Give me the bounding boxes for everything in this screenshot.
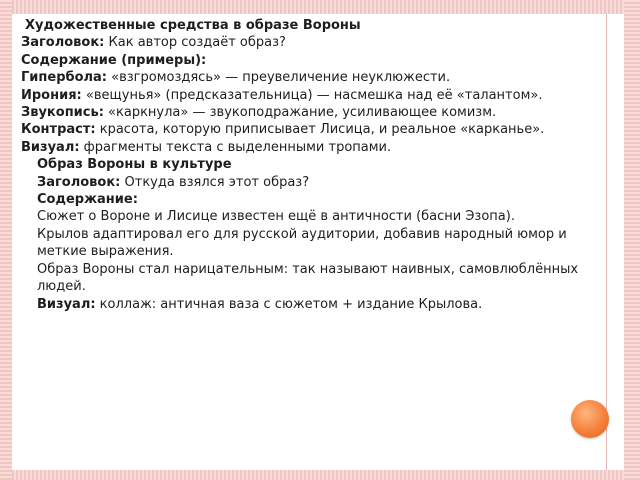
line-text: красота, которую приписывает Лисица, и реальное «карканье».	[95, 122, 545, 138]
line-label: Гипербола:	[21, 70, 107, 86]
line-label: Ирония:	[21, 87, 82, 103]
line-text: «вещунья» (предсказательница) — насмешка над её «талантом».	[81, 87, 543, 103]
line-text: «каркнула» — звукоподражание, усиливающее комизм.	[103, 105, 497, 121]
slide-frame-top	[12, 0, 640, 14]
text-line	[21, 87, 581, 104]
text-line	[21, 121, 581, 138]
text-line	[37, 226, 581, 261]
line-label: Заголовок:	[21, 35, 105, 51]
sub-section-title: Образ Вороны в культуре	[37, 157, 232, 173]
sub-section	[21, 156, 581, 313]
slide-frame-bottom	[12, 470, 624, 480]
line-label: Визуал:	[21, 139, 80, 155]
text-line	[21, 139, 581, 156]
text-line	[21, 52, 581, 69]
line-text: Крылов адаптировал его для русской аудитории, добавив народный юмор и меткие выражения.	[37, 226, 567, 260]
line-text: «взгромоздясь» — преувеличение неуклюжести.	[107, 70, 451, 86]
line-label: Содержание:	[37, 192, 138, 208]
text-line	[21, 34, 581, 51]
slide-title: Художественные средства в образе Вороны	[25, 18, 361, 33]
text-line	[21, 69, 581, 86]
line-text: Образ Вороны стал нарицательным: так называют наивных, самовлюблённых людей.	[37, 261, 579, 295]
text-line	[37, 208, 581, 225]
line-label: Визуал:	[37, 296, 96, 312]
line-label: Содержание (примеры):	[21, 52, 207, 68]
line-text: Откуда взялся этот образ?	[120, 174, 310, 190]
line-text: Как автор создаёт образ?	[104, 35, 286, 51]
line-text: коллаж: античная ваза с сюжетом + издание Крылова.	[95, 296, 483, 312]
slide-body	[21, 17, 581, 313]
orange-circle-decoration	[571, 400, 609, 438]
text-line	[37, 191, 581, 208]
line-label: Контраст:	[21, 122, 96, 138]
text-line	[37, 261, 581, 296]
slide-divider-line	[606, 14, 607, 470]
line-label: Заголовок:	[37, 174, 121, 190]
slide-frame-right	[624, 0, 640, 480]
text-line	[37, 296, 581, 313]
line-text: фрагменты текста с выделенными тропами.	[79, 139, 392, 155]
text-line	[21, 104, 581, 121]
slide-frame-left	[0, 0, 12, 480]
text-line	[37, 174, 581, 191]
line-text: Сюжет о Вороне и Лисице известен ещё в античности (басни Эзопа).	[37, 209, 515, 225]
line-label: Звукопись:	[21, 105, 104, 121]
